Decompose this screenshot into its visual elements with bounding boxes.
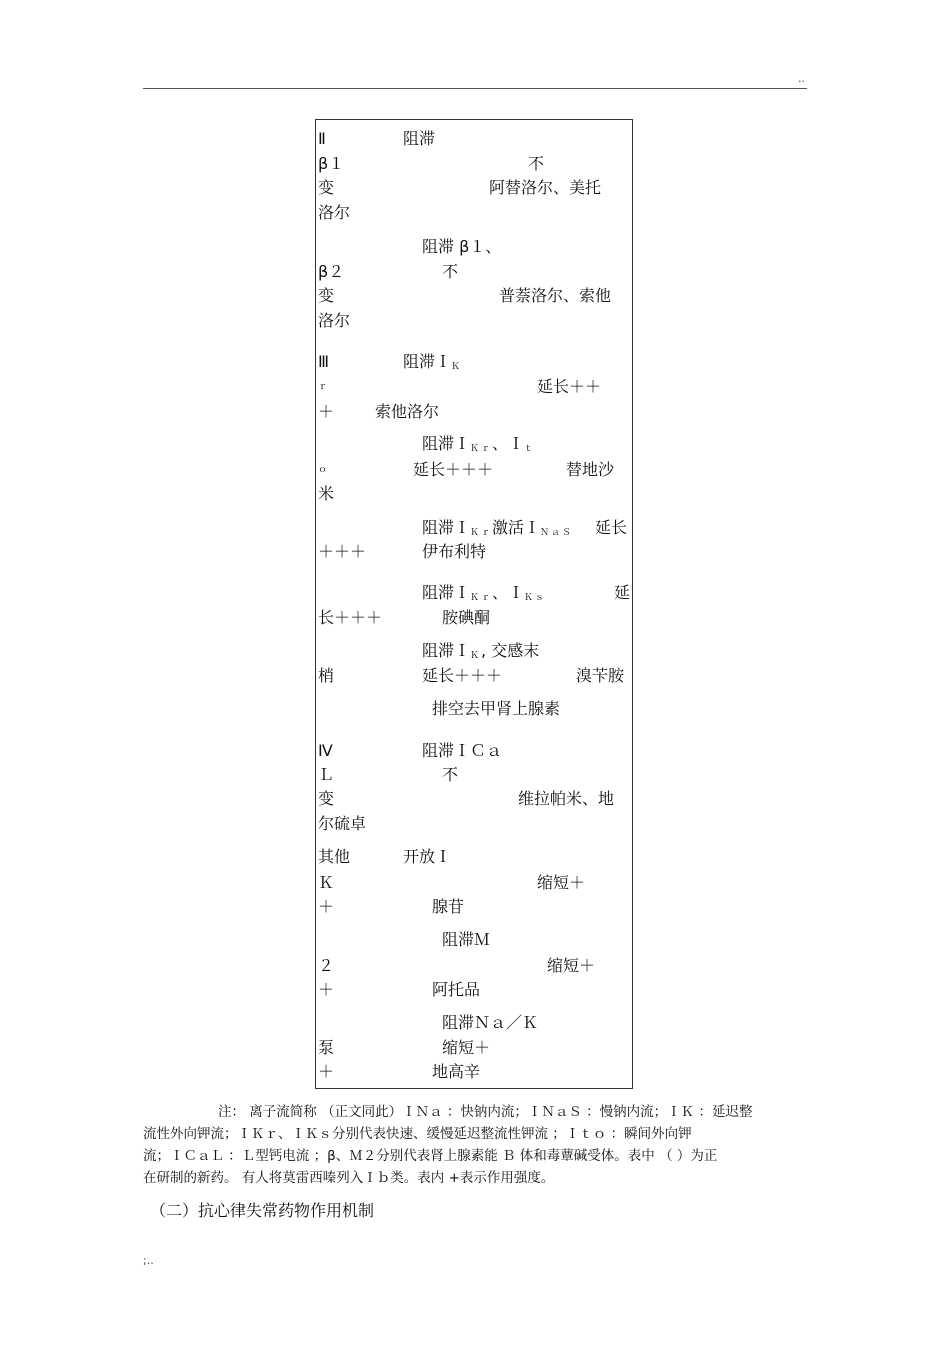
table-cell-text: 梢 [318,666,335,685]
table-cell-text: Ｌ [318,765,335,784]
table-cell-text: 米 [318,484,335,503]
table-cell-class: 其他 [318,847,351,866]
table-cell-drug: 阿托品 [432,980,481,999]
table-cell-effect: 延长＋＋＋ [413,460,494,479]
table-cell-class: Ⅳ [318,741,333,760]
table-cell-text: ｒ [318,382,328,392]
table-cell-effect: 缩短＋ [537,873,586,892]
table-cell-text: 洛尔 [318,203,351,222]
table-cell-action: 阻滞Ｉ$_{Kr}$、Ｉ$_t$ [422,434,536,454]
table-cell-action: 阻滞Ｎａ／Ｋ [442,1013,539,1032]
table-cell-text: 洛尔 [318,311,351,330]
table-cell-drug: 溴苄胺 [576,666,625,685]
table-note-line: 流；ＩＣａＬ ：Ｌ型钙电流 ；β、Ｍ２分别代表肾上腺素能 Ｂ 体和毒蕈碱受体。表中 （ ）为正 [143,1148,718,1164]
table-cell-effect: 缩短＋ [442,1038,491,1057]
table-cell-effect: 延长＋＋＋ [422,666,503,685]
table-cell-effect: 缩短＋ [547,956,596,975]
table-cell-text: ＋ [318,897,335,916]
table-note-line: 注： 离子流简称 （正文同此）ＩＮａ ：快钠内流；ＩＮａＳ ：慢钠内流；ＩＫ ：延迟整 [218,1104,753,1120]
table-cell-drugs: 阿替洛尔、美托 [489,178,602,197]
table-cell-text: β２ [318,262,345,281]
section-heading: （二）抗心律失常药物作用机制 [150,1201,375,1220]
table-cell-text: ＋ [318,1062,335,1081]
table-cell-text: ＋ [318,980,335,999]
table-cell-action: 阻滞Ｉ$_{Kr}$激活Ｉ$_{NaS}$ [422,518,574,538]
table-cell-action: 阻滞ＩＣａ [422,741,503,760]
table-cell-effect: 延长＋＋ [537,377,602,396]
table-cell-drug: 腺苷 [432,897,465,916]
header-mark: .. [798,72,805,85]
table-note-line: 在研制的新药。 有人将莫雷西嗪列入Ｉｂ类。表内 +表示作用强度。 [143,1170,555,1186]
table-cell-action: 阻滞Ｉ$_K$ [403,352,463,372]
table-cell-action: 开放Ｉ [403,847,452,866]
table-cell-text: 变 [318,789,335,808]
table-cell-action: 阻滞Ｉ$_K$, 交感末 [422,641,540,661]
footer-mark: ;.. [143,1254,154,1267]
table-cell-drugs: 维拉帕米、地 [518,789,615,808]
table-cell-drug: 替地沙 [566,460,615,479]
table-cell-text: 泵 [318,1038,335,1057]
table-cell-drugs: 普萘洛尔、索他 [499,286,612,305]
table-cell-effect: 延 [614,583,631,602]
table-cell-text: ＋＋＋ [318,542,367,561]
table-cell-text: ＋ [318,402,335,421]
table-cell-effect: 不 [442,765,459,784]
table-cell-drug: 伊布利特 [422,542,487,561]
table-cell-effect: 不 [442,262,459,281]
table-cell-effect: 不 [528,154,545,173]
table-cell-text: 排空去甲肾上腺素 [432,699,561,718]
table-cell-class: Ⅲ [318,352,330,371]
table-cell-text: 尔硫卓 [318,814,367,833]
table-cell-drug: 地高辛 [432,1062,481,1081]
table-cell-action: 阻滞 [403,129,436,148]
table-cell-action: 阻滞Ｉ$_{Kr}$、Ｉ$_{Ks}$ [422,583,547,603]
table-cell-text: ２ [318,956,335,975]
table-cell-text: 长＋＋＋ [318,608,383,627]
table-cell-class: Ⅱ [318,129,326,148]
table-cell-text: ｏ [318,465,328,475]
table-cell-action: 阻滞 β１、 [422,237,502,256]
table-cell-text: 变 [318,178,335,197]
table-cell-text: 变 [318,286,335,305]
table-cell-drug: 胺碘酮 [442,608,491,627]
table-cell-text: Ｋ [318,873,335,892]
table-cell-text: β１ [318,154,345,173]
table-cell-drug: 索他洛尔 [375,402,440,421]
table-cell-action: 阻滞Ｍ [442,930,491,949]
table-note-line: 流性外向钾流；ＩＫｒ、ＩＫｓ分别代表快速、缓慢延迟整流性钾流 ；Ｉｔｏ ：瞬间外向钾 [143,1126,692,1142]
table-cell-effect: 延长 [595,518,628,537]
header-rule [143,88,807,89]
